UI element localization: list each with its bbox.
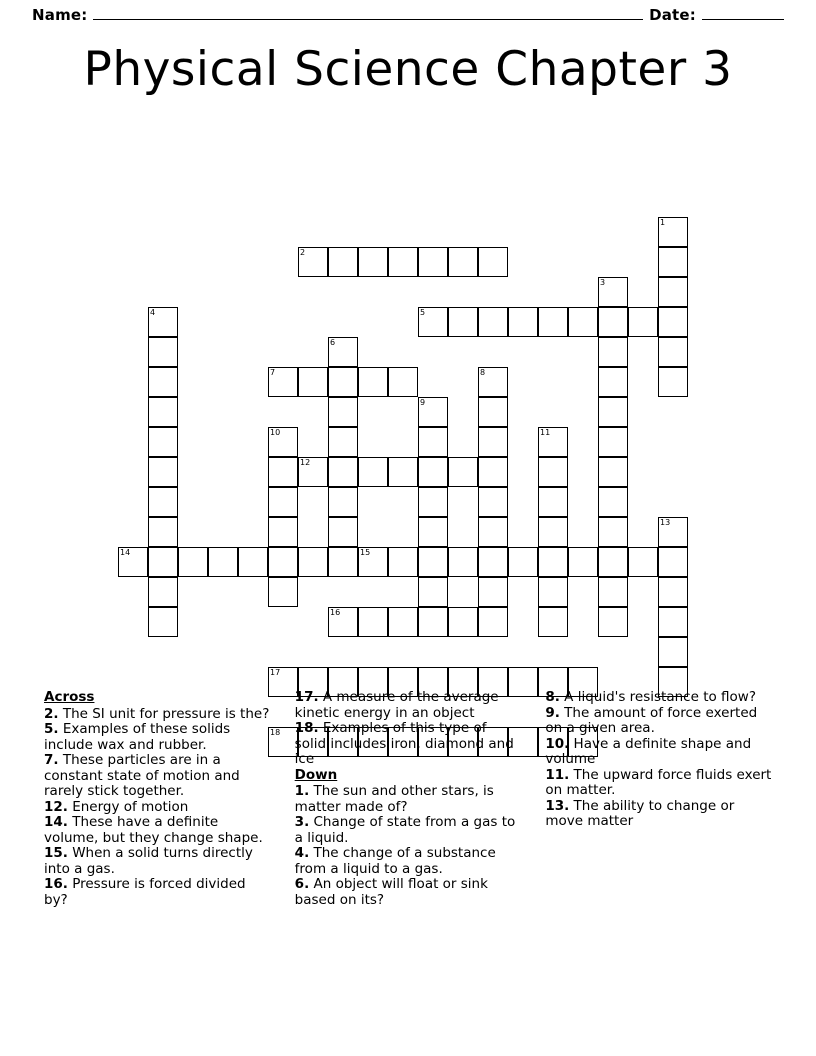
clue-text: Have a definite shape and volume [545, 735, 752, 767]
crossword-cell[interactable] [238, 547, 268, 577]
clue-number: 3. [294, 814, 310, 830]
crossword-cell[interactable] [598, 307, 628, 337]
crossword-cell[interactable] [268, 547, 298, 577]
crossword-cell[interactable] [508, 307, 538, 337]
clue-item [44, 753, 271, 800]
clue-text: Energy of motion [67, 798, 189, 815]
crossword-cell[interactable] [298, 547, 328, 577]
clue-item [295, 877, 522, 908]
crossword-cell[interactable] [418, 487, 448, 517]
clue-item [44, 815, 271, 846]
clue-text: The ability to change or move matter [545, 797, 735, 829]
clue-number: 11. [545, 766, 570, 783]
clue-item [545, 737, 772, 768]
crossword-cell[interactable] [328, 337, 358, 367]
crossword-cell[interactable] [568, 547, 598, 577]
cell-number: 5 [420, 308, 426, 317]
crossword-cell[interactable] [538, 577, 568, 607]
crossword-cell[interactable] [388, 457, 418, 487]
crossword-cell[interactable] [538, 547, 568, 577]
crossword-cell[interactable] [538, 427, 568, 457]
crossword-cell[interactable] [268, 517, 298, 547]
clue-item [44, 877, 271, 908]
crossword-cell[interactable] [148, 517, 178, 547]
clue-number: 8. [545, 689, 560, 705]
crossword-cell[interactable] [598, 427, 628, 457]
clue-item [295, 784, 522, 815]
crossword-cell[interactable] [148, 427, 178, 457]
clue-text: The change of a substance from a liquid to a gas. [294, 845, 496, 877]
crossword-cell[interactable] [298, 247, 328, 277]
crossword-cell[interactable] [268, 577, 298, 607]
crossword-cell[interactable] [508, 547, 538, 577]
crossword-cell[interactable] [298, 457, 328, 487]
clues-column-1 [44, 690, 271, 908]
crossword-cell[interactable] [658, 247, 688, 277]
cell-number: 7 [270, 368, 276, 377]
across-heading: Across [44, 689, 95, 705]
clue-text: A liquid's resistance to flow? [559, 689, 757, 705]
clue-item [44, 800, 271, 816]
crossword-cell[interactable] [598, 547, 628, 577]
clue-item [295, 846, 522, 877]
crossword-cell[interactable] [598, 367, 628, 397]
crossword-cell[interactable] [538, 307, 568, 337]
crossword-cell[interactable] [478, 547, 508, 577]
crossword-cell[interactable] [298, 367, 328, 397]
crossword-cell[interactable] [148, 577, 178, 607]
cell-number: 4 [150, 308, 156, 317]
clue-item [295, 721, 522, 768]
crossword-cell[interactable] [448, 457, 478, 487]
crossword-cell[interactable] [418, 427, 448, 457]
crossword-cell[interactable] [628, 547, 658, 577]
date-label: Date: [649, 6, 696, 24]
clue-number: 14. [44, 814, 68, 830]
crossword-cell[interactable] [598, 517, 628, 547]
clue-text: These have a definite volume, but they change shape. [44, 814, 263, 846]
crossword-cell[interactable] [358, 547, 388, 577]
clue-item [44, 846, 271, 877]
cell-number: 18 [270, 728, 281, 737]
clue-text: Change of state from a gas to a liquid. [294, 814, 516, 846]
clue-number: 4. [294, 845, 310, 861]
crossword-cell[interactable] [448, 547, 478, 577]
clue-number: 2. [44, 705, 59, 722]
crossword-cell[interactable] [598, 487, 628, 517]
across-clue-list-continued [295, 690, 522, 768]
crossword-cell[interactable] [418, 547, 448, 577]
crossword-cell[interactable] [388, 367, 418, 397]
crossword-cell[interactable] [598, 397, 628, 427]
clue-text: The sun and other stars, is matter made of? [294, 783, 494, 815]
crossword-cell[interactable] [598, 337, 628, 367]
crossword-cell[interactable] [478, 427, 508, 457]
crossword-cell[interactable] [478, 247, 508, 277]
crossword-cell[interactable] [328, 367, 358, 397]
crossword-cell[interactable] [418, 607, 448, 637]
crossword-cell[interactable] [268, 457, 298, 487]
cell-number: 15 [360, 548, 371, 557]
clue-text: Examples of these solids include wax and rubber. [44, 721, 231, 753]
cell-number: 6 [330, 338, 336, 347]
crossword-cell[interactable] [598, 577, 628, 607]
clue-text: Examples of this type of solid includes iron, diamond and ice [294, 720, 514, 767]
crossword-cell[interactable] [538, 487, 568, 517]
clues-column-3 [545, 690, 772, 908]
crossword-cell[interactable] [148, 547, 178, 577]
crossword-cell[interactable] [478, 457, 508, 487]
crossword-cell[interactable] [418, 457, 448, 487]
name-write-line[interactable] [93, 18, 643, 20]
crossword-cell[interactable] [658, 517, 688, 547]
crossword-cell[interactable] [328, 247, 358, 277]
cell-number: 16 [330, 608, 341, 617]
clue-number: 13. [545, 797, 570, 814]
crossword-cell[interactable] [448, 247, 478, 277]
cell-number: 9 [420, 398, 426, 407]
clue-item [545, 768, 772, 799]
crossword-cell[interactable] [448, 607, 478, 637]
clue-number: 1. [294, 783, 310, 799]
crossword-cell[interactable] [658, 337, 688, 367]
clues-section [0, 690, 816, 908]
crossword-cell[interactable] [538, 607, 568, 637]
cell-number: 12 [300, 458, 311, 467]
crossword-cell[interactable] [478, 517, 508, 547]
crossword-cell[interactable] [328, 487, 358, 517]
crossword-cell[interactable] [328, 427, 358, 457]
crossword-cell[interactable] [598, 607, 628, 637]
page-title: Physical Science Chapter 3 [83, 42, 733, 97]
clue-number: 17. [294, 689, 319, 705]
crossword-cell[interactable] [658, 367, 688, 397]
crossword-cell[interactable] [478, 367, 508, 397]
crossword-cell[interactable] [598, 277, 628, 307]
crossword-cell[interactable] [148, 607, 178, 637]
down-clue-list [295, 784, 522, 908]
crossword-cell[interactable] [598, 457, 628, 487]
crossword-cell[interactable] [328, 607, 358, 637]
clue-number: 15. [44, 845, 68, 861]
clue-text: Pressure is forced divided by? [44, 876, 246, 908]
crossword-cell[interactable] [418, 307, 448, 337]
crossword-cell[interactable] [658, 217, 688, 247]
crossword-cell[interactable] [418, 397, 448, 427]
cell-number: 14 [120, 548, 131, 557]
crossword-cell[interactable] [268, 487, 298, 517]
clue-text: An object will float or sink based on its? [294, 876, 488, 908]
crossword-cell[interactable] [658, 547, 688, 577]
clue-number: 6. [294, 876, 310, 892]
crossword-cell[interactable] [418, 247, 448, 277]
cell-number: 11 [540, 428, 551, 437]
clue-number: 10. [545, 735, 570, 752]
crossword-cell[interactable] [658, 607, 688, 637]
clue-number: 9. [545, 704, 560, 721]
crossword-cell[interactable] [148, 397, 178, 427]
cell-number: 17 [270, 668, 281, 677]
cell-number: 3 [600, 278, 606, 287]
crossword-cell[interactable] [478, 307, 508, 337]
cell-number: 10 [270, 428, 281, 437]
across-clue-list [44, 707, 271, 909]
cell-number: 1 [660, 218, 666, 227]
crossword-cell[interactable] [568, 307, 598, 337]
clue-text: A measure of the average kinetic energy in an object [294, 689, 499, 721]
crossword-cell[interactable] [148, 457, 178, 487]
clue-number: 5. [44, 721, 59, 737]
crossword-cell[interactable] [658, 577, 688, 607]
crossword-cell[interactable] [328, 547, 358, 577]
crossword-cell[interactable] [358, 457, 388, 487]
clue-item [545, 706, 772, 737]
clue-number: 7. [44, 752, 59, 768]
cell-number: 2 [300, 248, 306, 257]
crossword-cell[interactable] [358, 607, 388, 637]
down-heading: Down [294, 766, 338, 783]
crossword-cell[interactable] [148, 337, 178, 367]
crossword-cell[interactable] [388, 607, 418, 637]
crossword-cell[interactable] [448, 307, 478, 337]
clue-number: 18. [294, 720, 319, 736]
crossword-cell[interactable] [478, 397, 508, 427]
cell-number: 8 [480, 368, 486, 377]
crossword-cell[interactable] [388, 247, 418, 277]
crossword-cell[interactable] [658, 637, 688, 667]
crossword-cell[interactable] [148, 307, 178, 337]
crossword-cell[interactable] [658, 277, 688, 307]
clue-number: 16. [44, 876, 68, 892]
date-write-line[interactable] [702, 18, 784, 20]
crossword-cell[interactable] [418, 517, 448, 547]
clue-text: When a solid turns directly into a gas. [44, 845, 253, 877]
cell-number: 13 [660, 518, 671, 527]
crossword-cell[interactable] [148, 367, 178, 397]
clues-column-2 [295, 690, 522, 908]
crossword-cell[interactable] [478, 607, 508, 637]
crossword-cell[interactable] [328, 397, 358, 427]
crossword-cell[interactable] [658, 307, 688, 337]
crossword-cell[interactable] [328, 457, 358, 487]
crossword-cell[interactable] [118, 547, 148, 577]
crossword-cell[interactable] [478, 577, 508, 607]
crossword-cell[interactable] [268, 367, 298, 397]
crossword-cell[interactable] [328, 517, 358, 547]
name-date-header [0, 0, 816, 24]
clue-number: 12. [44, 798, 68, 815]
clue-text: These particles are in a constant state of motion and rarely stick together. [44, 752, 240, 799]
clue-item [44, 707, 271, 723]
clue-item [44, 722, 271, 753]
clue-item [545, 799, 772, 830]
clue-item [295, 690, 522, 721]
crossword-cell[interactable] [538, 457, 568, 487]
crossword-cell[interactable] [148, 487, 178, 517]
crossword-cell[interactable] [358, 247, 388, 277]
clue-text: The amount of force exerted on a given area. [545, 704, 758, 736]
crossword-cell[interactable] [268, 427, 298, 457]
down-clue-list-continued [545, 690, 772, 830]
clue-text: The SI unit for pressure is the? [58, 705, 270, 722]
crossword-cell[interactable] [388, 547, 418, 577]
name-label: Name: [32, 6, 88, 24]
crossword-cell[interactable] [208, 547, 238, 577]
crossword-cell[interactable] [358, 367, 388, 397]
crossword-cell[interactable] [418, 577, 448, 607]
crossword-cell[interactable] [478, 487, 508, 517]
clue-text: The upward force fluids exert on matter. [545, 766, 772, 798]
crossword-cell[interactable] [178, 547, 208, 577]
clue-item [545, 690, 772, 706]
crossword-cell[interactable] [628, 307, 658, 337]
crossword-cell[interactable] [538, 517, 568, 547]
clue-item [295, 815, 522, 846]
